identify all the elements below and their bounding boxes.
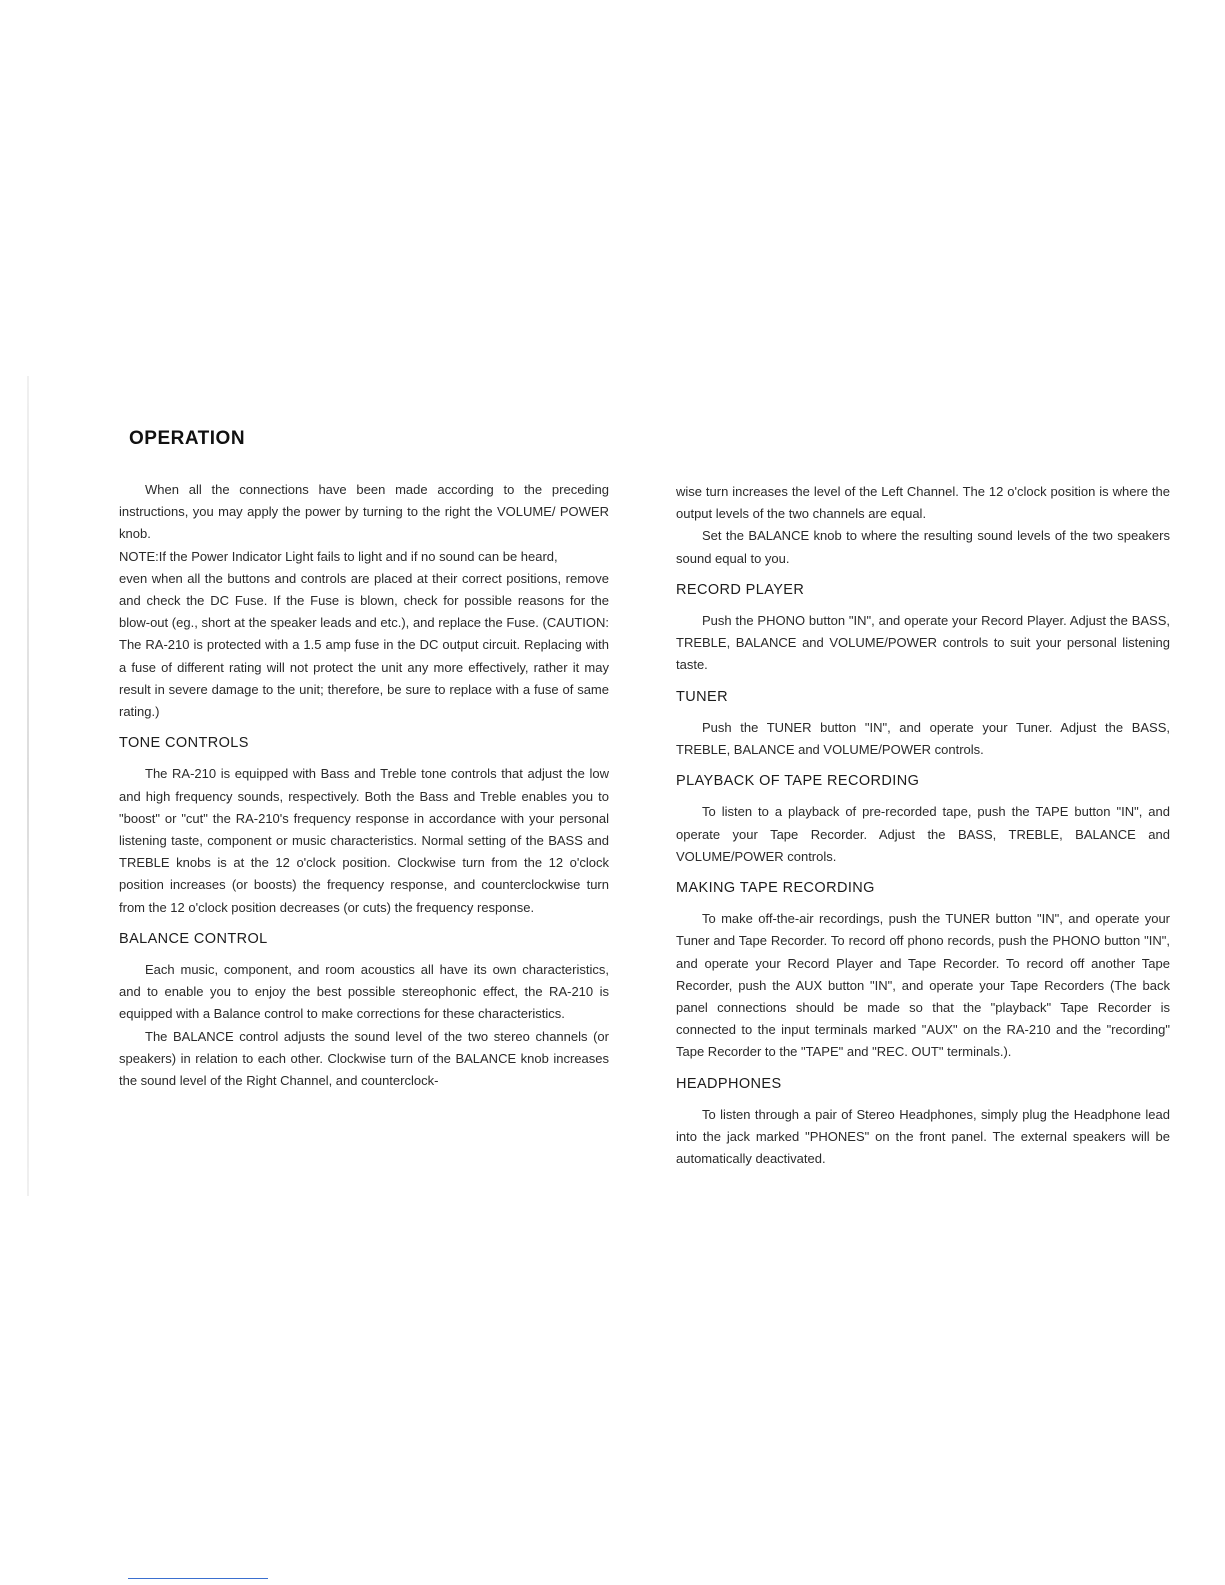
headphones-heading: HEADPHONES (676, 1075, 782, 1092)
tuner-heading: TUNER (676, 688, 728, 705)
note-label: NOTE: (119, 548, 159, 564)
page-scan-edge (27, 376, 29, 1196)
balance-set-paragraph: Set the BALANCE knob to where the resulting sound levels of the two speakers sound equal to you. (676, 528, 1170, 566)
headphones-paragraph: To listen through a pair of Stereo Headphones, simply plug the Headphone lead into the jack marked "PHONES" on the front panel. The external speakers will be automatically deactivated. (676, 1106, 1170, 1167)
record-player-heading: RECORD PLAYER (676, 581, 805, 598)
making-recording-paragraph: To make off-the-air recordings, push the TUNER button "IN", and operate your Tuner and Tape Recorder. To record off phono records, push the PHONO button "IN", and operate your Record Player and Tape Recorder. To record off another Tape Recorder, push the AUX button "IN", and operate your Tape Recorders (The back panel connections should be made so that the "playback" Tape Recorder is connected to the input terminals marked "AUX" on the RA-210 and the "recording" Tape Recorder to the "TAPE" and "REC. OUT" terminals.). (676, 911, 1170, 1060)
balance-paragraph-1: Each music, component, and room acoustics all have its own characteristics, and to enable you to enjoy the best possible stereophonic effect, the RA-210 is equipped with a Balance control to make corrections for these characteristics. (119, 962, 609, 1022)
balance-continued-paragraph: wise turn increases the level of the Left Channel. The 12 o'clock position is where the output levels of the two channels are equal. (676, 484, 1170, 522)
right-column (676, 481, 1170, 1170)
note-first-row (119, 546, 609, 568)
left-column (119, 479, 609, 1092)
note-body: even when all the buttons and controls are placed at their correct positions, remove and check the DC Fuse. If the Fuse is blown, check for possible reasons for the blow-out (eg., short at the speaker leads and etc.), and replace the Fuse. (CAUTION: The RA-210 is protected with a 1.5 amp fuse in the DC output circuit. Replacing with a fuse of different rating will not protect the unit any more effectively, rather it may result in severe damage to the unit; therefore, be sure to replace with a fuse of same rating.) (119, 570, 609, 720)
note-first-line: If the Power Indicator Light fails to light and if no sound can be heard, (158, 548, 558, 564)
tone-controls-paragraph: The RA-210 is equipped with Bass and Treble tone controls that adjust the low and high frequency sounds, respectively. Both the Bass and Treble enables you to "boost" or "cut" the RA-210's frequency response in accordance with your personal listening taste, component or music characteristics. Normal setting of the BASS and TREBLE knobs is at the 12 o'clock position. Clockwise turn from the 12 o'clock position increases (or boosts) the frequency response, and counterclockwise turn from the 12 o'clock position decreases (or cuts) the frequency response. (119, 766, 609, 915)
playback-paragraph: To listen to a playback of pre-recorded tape, push the TAPE button "IN", and operate your Tape Recorder. Adjust the BASS, TREBLE, BALANCE and VOLUME/POWER controls. (676, 804, 1170, 864)
tone-controls-heading: TONE CONTROLS (119, 735, 249, 752)
tuner-paragraph: Push the TUNER button "IN", and operate your Tuner. Adjust the BASS, TREBLE, BALANCE and VOLUME/POWER controls. (676, 719, 1170, 758)
record-player-paragraph: Push the PHONO button "IN", and operate your Record Player. Adjust the BASS, TREBLE, BALANCE and VOLUME/POWER controls to suit your personal listening taste. (676, 613, 1170, 673)
playback-heading: PLAYBACK OF TAPE RECORDING (676, 773, 920, 790)
page-title: OPERATION (129, 428, 246, 449)
making-recording-heading: MAKING TAPE RECORDING (676, 880, 875, 897)
balance-control-heading: BALANCE CONTROL (119, 930, 268, 947)
bottom-link-underline (128, 1578, 268, 1579)
balance-paragraph-2: The BALANCE control adjusts the sound level of the two stereo channels (or speakers) in relation to each other. Clockwise turn of the BALANCE knob increases the sound level of the Right Channel, and counterclock- (119, 1028, 609, 1089)
intro-paragraph: When all the connections have been made according to the preceding instructions, you may apply the power by turning to the right the VOLUME/ POWER knob. (119, 482, 609, 542)
note-block (119, 546, 609, 724)
